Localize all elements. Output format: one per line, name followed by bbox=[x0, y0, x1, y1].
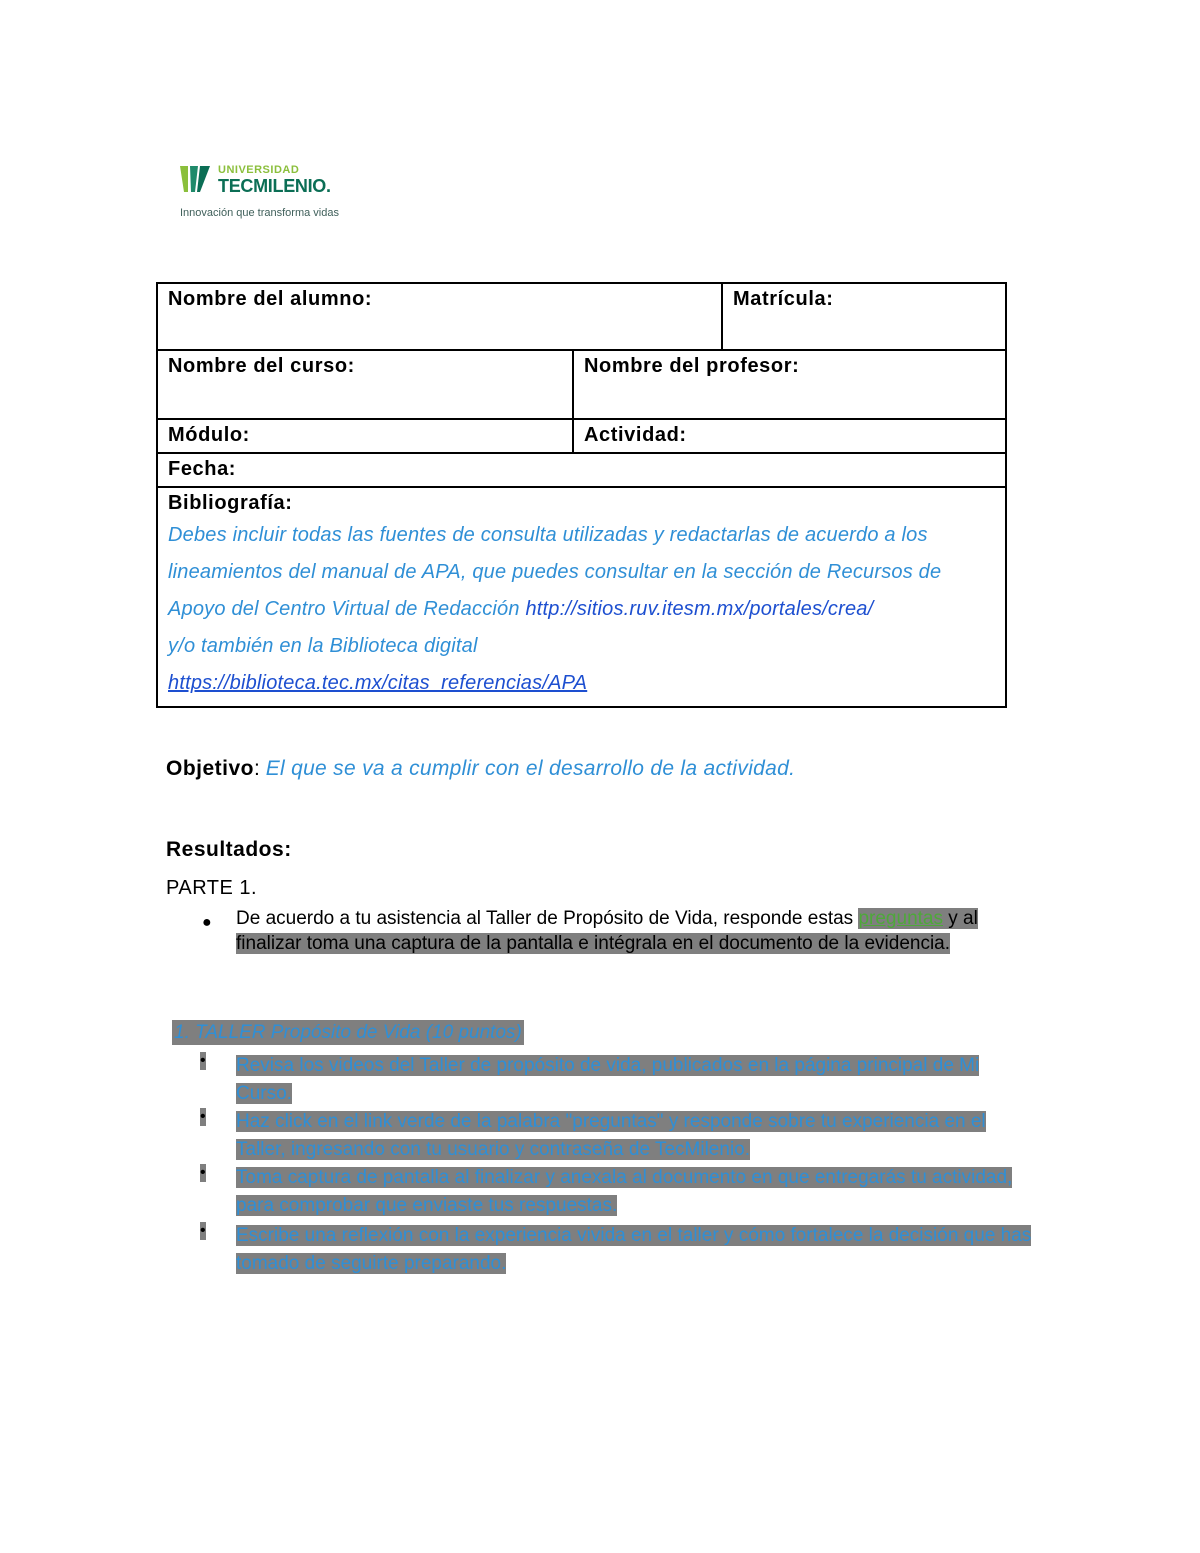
fecha-cell[interactable] bbox=[157, 453, 1006, 487]
bullet-icon: • bbox=[200, 1164, 206, 1181]
logo-name: TECMILENIO. bbox=[218, 176, 331, 196]
bullet-icon: • bbox=[200, 1108, 206, 1125]
matricula-cell[interactable] bbox=[722, 283, 1006, 350]
objetivo-label: Objetivo bbox=[166, 757, 255, 780]
sub-item-text bbox=[236, 1108, 1036, 1164]
tecmilenio-logo-mark-icon bbox=[178, 162, 212, 196]
actividad-label: Actividad: bbox=[584, 424, 687, 446]
sub-item-1: Haz click en el link verde de la palabra "preguntas" y responde sobre tu experiencia en el Taller, ingresando con tu usuario y contraseña de TecMilenio. bbox=[236, 1111, 986, 1160]
logo-tagline: Innovación que transforma vidas bbox=[180, 207, 339, 219]
curso-cell[interactable] bbox=[157, 350, 573, 419]
bullet-icon: • bbox=[200, 1222, 206, 1239]
alumno-cell[interactable] bbox=[157, 283, 722, 350]
tecmilenio-logo bbox=[178, 160, 378, 230]
fecha-label: Fecha: bbox=[168, 458, 237, 480]
taller-heading-text: 1. TALLER Propósito de Vida (10 puntos) bbox=[174, 1022, 522, 1043]
sub-item-text bbox=[236, 1052, 1036, 1108]
sub-item-0: Revisa los videos del Taller de propósito de vida, publicados en la página principal de Mi Curso. bbox=[236, 1055, 980, 1104]
profesor-label: Nombre del profesor: bbox=[584, 355, 800, 377]
bullet-part2: y al finalizar toma una captura de la pantalla e intégrala en el documento de la evidencia. bbox=[236, 908, 978, 954]
matricula-label: Matrícula: bbox=[733, 288, 834, 310]
crea-link[interactable]: http://sitios.ruv.itesm.mx/portales/crea/ bbox=[525, 598, 874, 620]
bibliografia-instructions bbox=[168, 517, 995, 702]
bibliografia-cell bbox=[157, 487, 1006, 707]
sub-item-text bbox=[236, 1164, 1036, 1220]
objetivo-sep: : bbox=[254, 757, 266, 780]
profesor-cell[interactable] bbox=[573, 350, 1006, 419]
bullet-main-text bbox=[236, 906, 996, 956]
preguntas-link[interactable]: preguntas bbox=[858, 908, 943, 929]
taller-heading bbox=[172, 1022, 524, 1044]
bullet-icon: • bbox=[200, 1052, 206, 1069]
apa-link[interactable]: https://biblioteca.tec.mx/citas_referencias/APA bbox=[168, 672, 588, 694]
alumno-label: Nombre del alumno: bbox=[168, 288, 373, 310]
objetivo-line bbox=[166, 757, 795, 781]
parte-heading: PARTE 1. bbox=[166, 877, 258, 899]
bibliografia-label: Bibliografía: bbox=[168, 492, 293, 514]
resultados-heading: Resultados: bbox=[166, 838, 292, 861]
sub-item-2: Toma captura de pantalla al finalizar y anexala al documento en que entregarás tu actividad, para comprobar que enviaste tus respuestas. bbox=[236, 1167, 1013, 1216]
bibliografia-text-2: y/o también en la Biblioteca digital bbox=[168, 635, 478, 657]
objetivo-text: El que se va a cumplir con el desarrollo de la actividad. bbox=[265, 757, 796, 780]
sub-item-3: Escribe una reflexión con la experiencia vivida en el taller y cómo fortalece la decisión que has tomado de seguirte preparando. bbox=[236, 1225, 1032, 1274]
bullet-part1: De acuerdo a tu asistencia al Taller de Propósito de Vida, responde estas bbox=[236, 908, 859, 929]
modulo-cell[interactable] bbox=[157, 419, 573, 453]
student-info-table bbox=[156, 282, 1007, 708]
modulo-label: Módulo: bbox=[168, 424, 250, 446]
bibliografia-text: Debes incluir todas las fuentes de consulta utilizadas y redactarlas de acuerdo a los lineamientos del manual de APA, que puedes consultar en la sección de Recursos de Apoyo del Centro Virtual de Redacción bbox=[168, 524, 942, 620]
curso-label: Nombre del curso: bbox=[168, 355, 355, 377]
actividad-cell[interactable] bbox=[573, 419, 1006, 453]
bullet-icon: ● bbox=[202, 914, 212, 931]
logo-university: UNIVERSIDAD bbox=[218, 164, 300, 176]
sub-item-text bbox=[236, 1222, 1036, 1278]
